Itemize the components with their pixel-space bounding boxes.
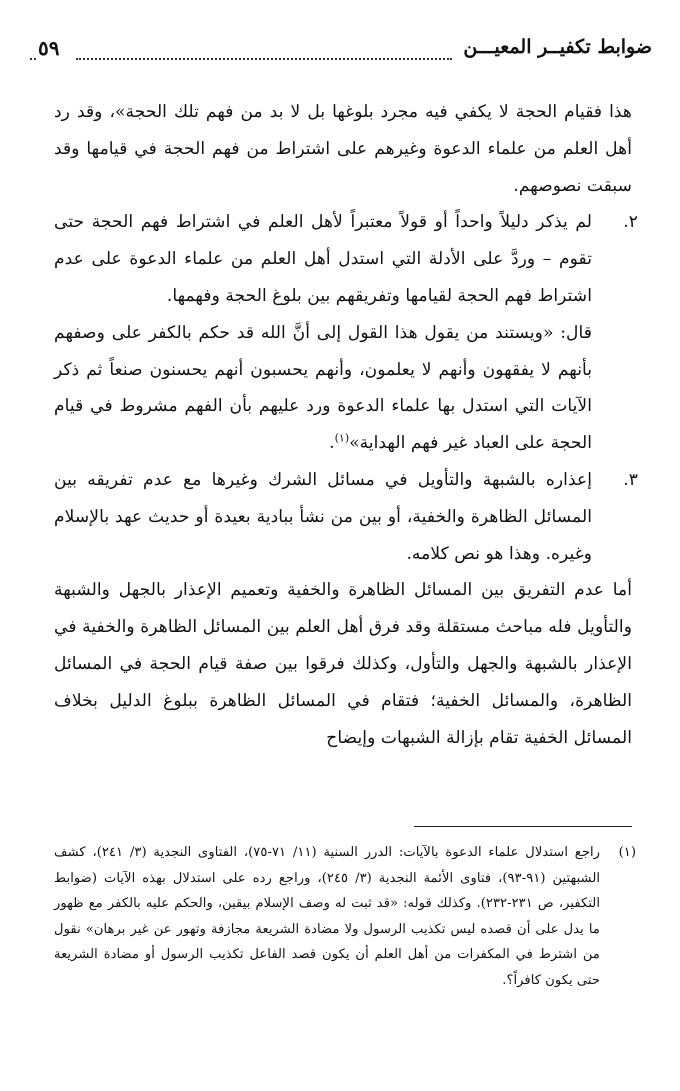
main-text: [54, 94, 638, 756]
list-item-number: ٣.: [623, 469, 638, 490]
list-item-number: ٢.: [623, 212, 638, 233]
footnote-number: (١): [618, 845, 636, 860]
header-dotted-rule: [76, 58, 452, 60]
paragraph-final: أما عدم التفريق بين المسائل الظاهرة والخفية وتعميم الإعذار بالجهل والشبهة والتأويل فله مباحث مستقلة وقد فرق أهل العلم بين المسائل الظاهرة والخفية في الإعذار بالشبهة والجهل والتأول، وكذلك فرقوا بين صفة قيام الحجة في المسائل الظاهرة، والمسائل الخفية؛ فتقام في المسائل الظاهرة ببلوغ الدليل بخلاف المسائل الخفية تقام بإزالة الشبهات وإيضاح: [54, 580, 632, 748]
list-item-text: لم يذكر دليلاً واحداً أو قولاً معتبراً لأهل العلم في اشتراط فهم الحجة حتى تقوم – وردَّ على الأدلة التي استدل أهل العلم من علماء الدعوة على عدم اشتراط فهم الحجة لقيامها وتفريقهم بين بلوغ الحجة وفهمها.: [54, 212, 592, 306]
quoted-passage: قال: «ويستند من يقول هذا القول إلى أنَّ الله قد حكم بالكفر على وصفهم بأنهم لا يفقهون وأنهم لا يعلمون، وأنهم يحسبون أنهم يحسنون صنعاً ثم ذكر الآيات التي استدل بها علماء الدعوة ورد عليهم بأن الفهم مشروط في قيام الحجة على العباد غير فهم الهداية»$^{(١)}$.: [54, 322, 592, 454]
footnote-separator: [414, 826, 632, 827]
footnote-reference[interactable]: (١): [334, 431, 350, 445]
footnote-text: راجع استدلال علماء الدعوة بالآيات: الدرر السنية (١١/ ٧١-٧٥)، الفتاوى النجدية (٣/ ٢٤١)، كشف الشبهتين (٩١-٩٣)، فتاوى الأئمة النجدية (٣/ ٢٤٥)، وراجع رده على استدلال بهذه الآيات (ضوابط التكفير، ص ٢٣١-٢٣٢). وكذلك قوله: «قد ثبت له وصف الإسلام بيقين، والحكم عليه بالكفر مع ظهور ما يدل على أن قصده ليس تكذيب الرسول ولا مضادة الشريعة مجازفة وتهور عن غير برهان» نقول من اشترط في المكفرات من أهل العلم أن يكون قصد الفاعل تكذيب الرسول أو مضادة الشريعة حتى يكون كافراً؟.: [54, 845, 600, 988]
header-title: ضوابط تكفيــر المعيـــن: [463, 36, 652, 58]
header-dotted-rule-end: [30, 58, 36, 60]
footnote: [54, 840, 636, 993]
footnotes: [54, 840, 636, 993]
running-header: [28, 36, 652, 70]
page-number: ٥٩: [38, 36, 60, 60]
list-item-text: إعذاره بالشبهة والتأويل في مسائل الشرك وغيرها مع عدم تفريقه بين المسائل الظاهرة والخفية، أو بين من نشأ ببادية بعيدة أو حديث عهد بالإسلام وغيره. وهذا هو نص كلامه.: [54, 469, 592, 564]
paragraph-intro: هذا فقيام الحجة لا يكفي فيه مجرد بلوغها بل لا بد من فهم تلك الحجة»، وقد رد أهل العلم من علماء الدعوة وغيرهم على اشتراط من فهم الحجة في قيامها وقد سبقت نصوصهم.: [54, 102, 632, 196]
list-item-2: [54, 204, 638, 462]
quote-text: قال: «ويستند من يقول هذا القول إلى أنَّ الله قد حكم بالكفر على وصفهم بأنهم لا يفقهون وأنهم لا يعلمون، وأنهم يحسبون أنهم يحسنون صنعاً ثم ذكر الآيات التي استدل بها علماء الدعوة ورد عليهم بأن الفهم مشروط في قيام الحجة على العباد غير فهم الهداية»: [54, 322, 592, 454]
list-item-3: [54, 462, 638, 572]
